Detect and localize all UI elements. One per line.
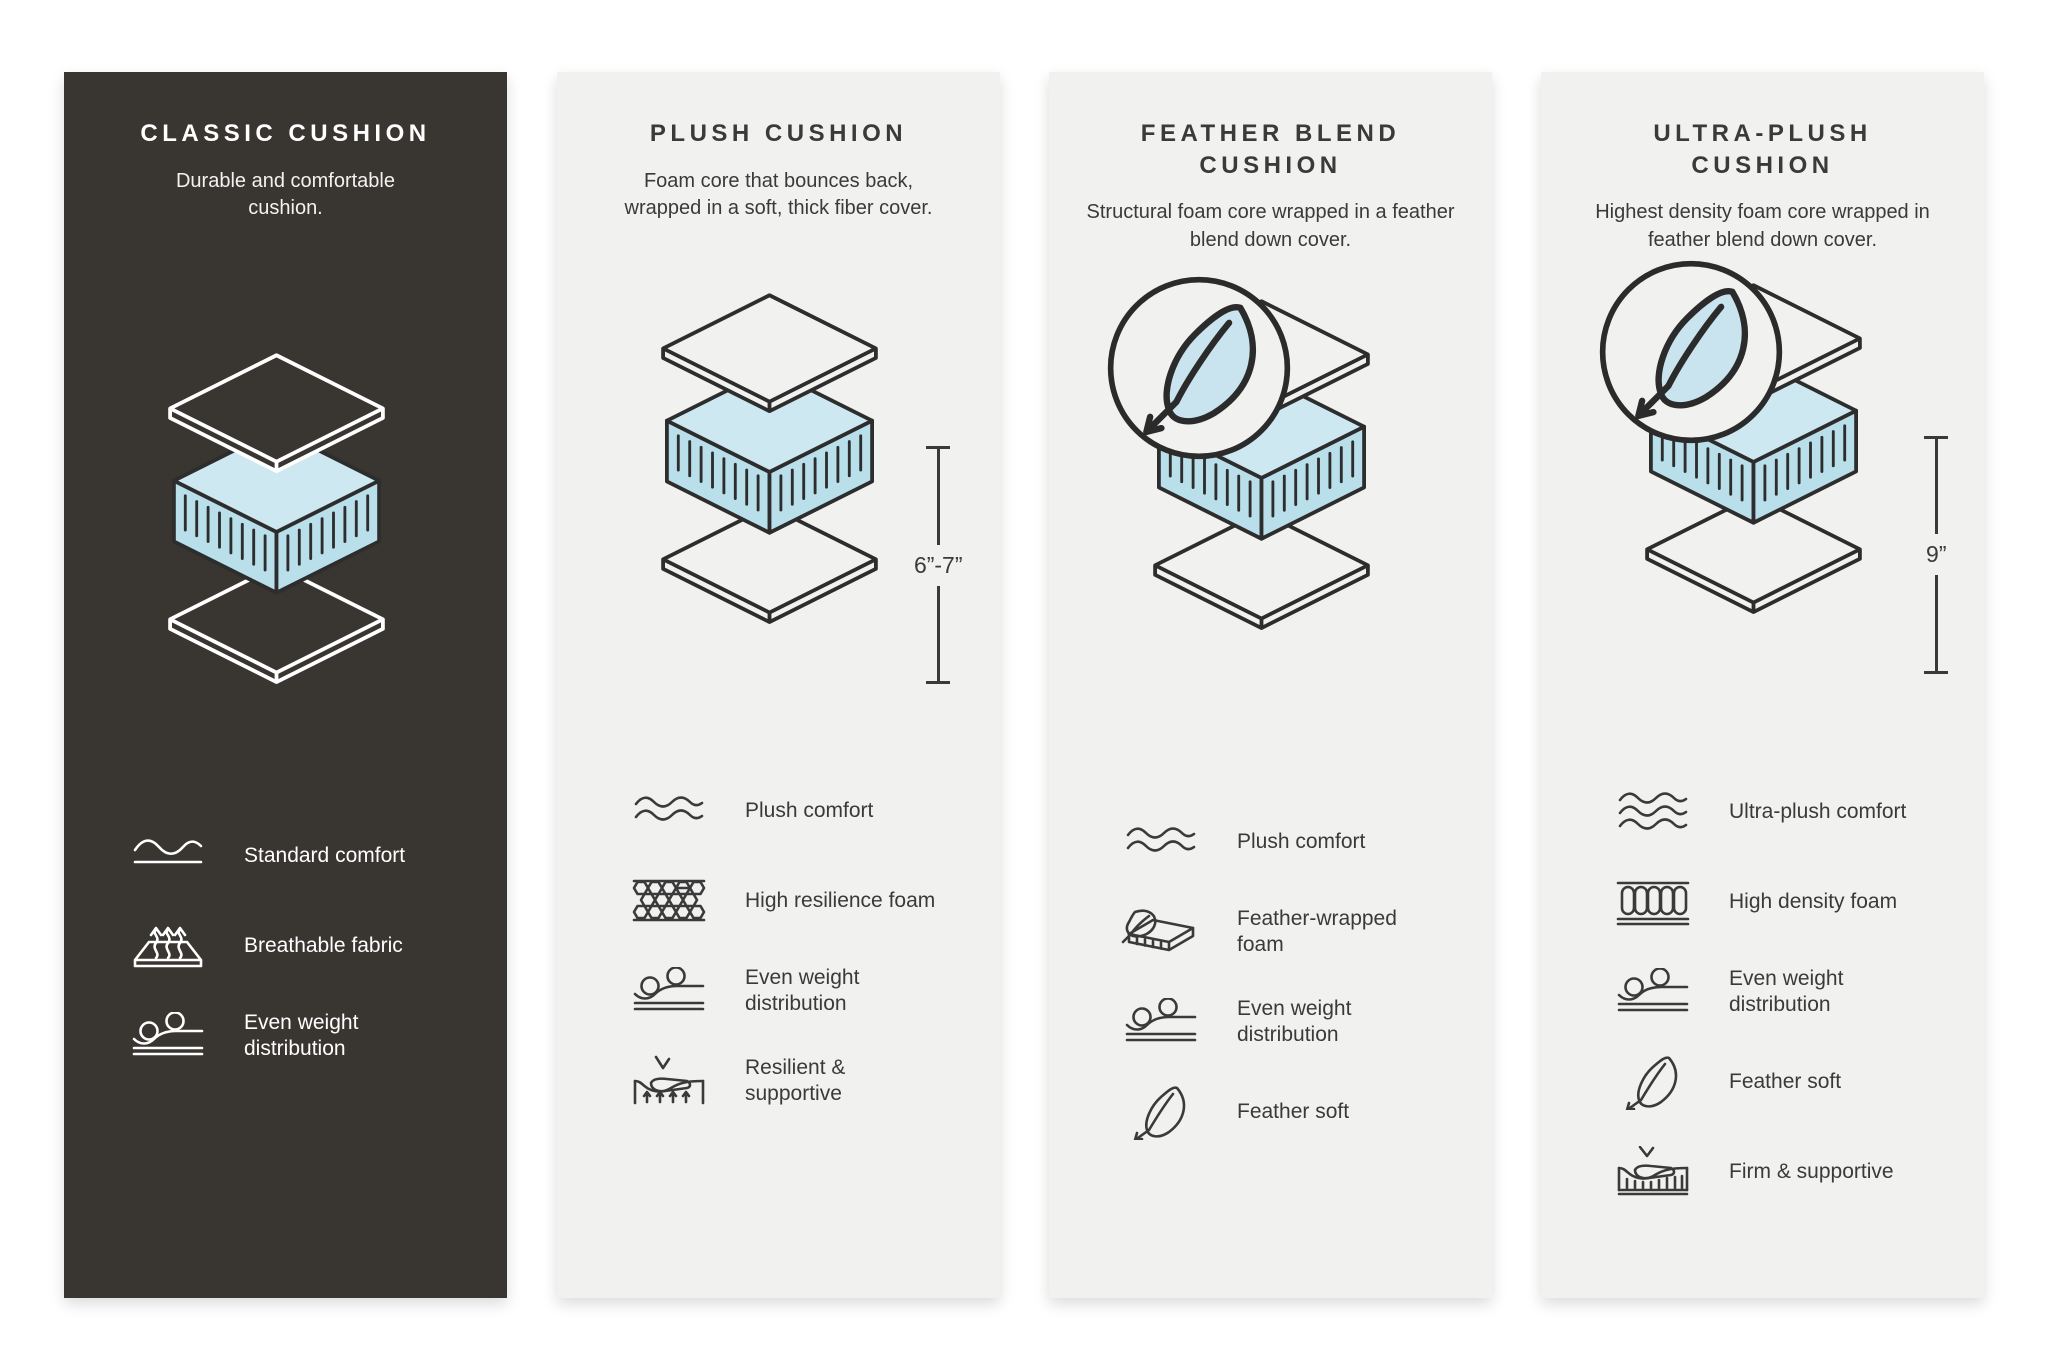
feature-label: Feather soft xyxy=(1729,1069,1842,1093)
cushion-layers-illustration xyxy=(609,278,963,628)
foam-columns-icon xyxy=(1611,874,1695,930)
weight-distribution-icon xyxy=(1611,964,1695,1020)
feature-label: Feather-wrapped foam xyxy=(1237,906,1397,956)
feature-item xyxy=(627,1053,1000,1109)
foot-support-arrows-icon xyxy=(627,1053,711,1109)
cushion-layers-illustration xyxy=(1101,284,1441,634)
feather-badge-icon xyxy=(1105,274,1293,462)
comfort-waves-triple-icon xyxy=(1611,784,1695,840)
card-title: ULTRA-PLUSH CUSHION xyxy=(1653,120,1872,179)
feature-item xyxy=(627,783,1000,839)
dimension-line xyxy=(937,449,940,545)
card-title: FEATHER BLEND CUSHION xyxy=(1140,120,1401,179)
weight-distribution-icon xyxy=(126,1008,210,1064)
feature-label: Resilient & supportive xyxy=(745,1056,846,1106)
card-description: Highest density foam core wrapped in feather blend down cover. xyxy=(1595,201,1930,251)
height-dimension xyxy=(912,446,965,684)
feature-item xyxy=(1119,904,1492,960)
feature-item xyxy=(1119,814,1492,870)
feature-item xyxy=(1611,1144,1984,1200)
feature-item xyxy=(1119,994,1492,1050)
feature-label: High density foam xyxy=(1729,889,1898,913)
dimension-line xyxy=(937,586,940,682)
feature-item xyxy=(1611,874,1984,930)
feather-icon xyxy=(1119,1084,1203,1140)
breathable-fabric-icon xyxy=(126,918,210,974)
card-description: Foam core that bounces back, wrapped in a soft, thick fiber cover. xyxy=(624,169,933,219)
comfort-wave-icon xyxy=(126,828,210,884)
feature-item xyxy=(126,1008,507,1064)
card-description: Durable and comfortable cushion. xyxy=(175,169,395,219)
feature-label: Breathable fabric xyxy=(244,934,403,958)
feature-list xyxy=(64,828,507,1098)
dimension-line xyxy=(1935,575,1938,671)
feature-item xyxy=(1119,1084,1492,1140)
feather-icon xyxy=(1611,1054,1695,1110)
feature-label: High resilience foam xyxy=(745,889,936,913)
feature-item xyxy=(1611,784,1984,840)
card-description: Structural foam core wrapped in a feather blend down cover. xyxy=(1086,201,1455,251)
feature-label: Even weight distribution xyxy=(745,966,860,1016)
feature-label: Firm & supportive xyxy=(1729,1159,1894,1183)
feature-item xyxy=(627,963,1000,1019)
comfort-waves-icon xyxy=(627,783,711,839)
feature-label: Plush comfort xyxy=(1237,829,1366,853)
card-title: PLUSH CUSHION xyxy=(649,120,908,147)
feature-item xyxy=(126,918,507,974)
height-dimension-label: 9” xyxy=(1926,541,1947,568)
card-classic-cushion xyxy=(64,72,507,1298)
feature-item xyxy=(126,828,507,884)
weight-distribution-icon xyxy=(627,963,711,1019)
foot-firm-support-icon xyxy=(1611,1144,1695,1200)
feature-item xyxy=(627,873,1000,929)
feature-list xyxy=(1541,784,1984,1234)
dimension-bottom-cap xyxy=(1924,671,1948,674)
feature-item xyxy=(1611,964,1984,1020)
feature-label: Standard comfort xyxy=(244,844,406,868)
height-dimension-label: 6”-7” xyxy=(913,551,963,578)
card-feather-blend-cushion xyxy=(1049,72,1492,1298)
feature-label: Even weight distribution xyxy=(1237,996,1352,1046)
comfort-waves-icon xyxy=(1119,814,1203,870)
dimension-bottom-cap xyxy=(926,681,950,684)
card-plush-cushion xyxy=(557,72,1000,1298)
height-dimension xyxy=(1924,436,1948,674)
feature-label: Ultra-plush comfort xyxy=(1729,799,1907,823)
foam-cells-icon xyxy=(627,873,711,929)
feature-label: Plush comfort xyxy=(745,799,874,823)
feature-list xyxy=(557,783,1000,1143)
feature-label: Feather soft xyxy=(1237,1099,1350,1123)
feature-item xyxy=(1611,1054,1984,1110)
dimension-line xyxy=(1935,439,1938,535)
feature-list xyxy=(1049,814,1492,1174)
cushion-exploded-layers-drawing xyxy=(134,338,438,686)
weight-distribution-icon xyxy=(1119,994,1203,1050)
cushion-layers-illustration xyxy=(1593,268,1947,618)
feature-label: Even weight distribution xyxy=(244,1011,359,1061)
feather-wrapped-foam-icon xyxy=(1119,904,1203,960)
card-ultra-plush-cushion xyxy=(1541,72,1984,1298)
feather-badge-icon xyxy=(1597,258,1785,446)
cushion-layers-illustration xyxy=(116,338,456,688)
feature-label: Even weight distribution xyxy=(1729,966,1844,1016)
card-title: CLASSIC CUSHION xyxy=(140,120,431,147)
cushion-exploded-layers-drawing xyxy=(627,278,931,626)
